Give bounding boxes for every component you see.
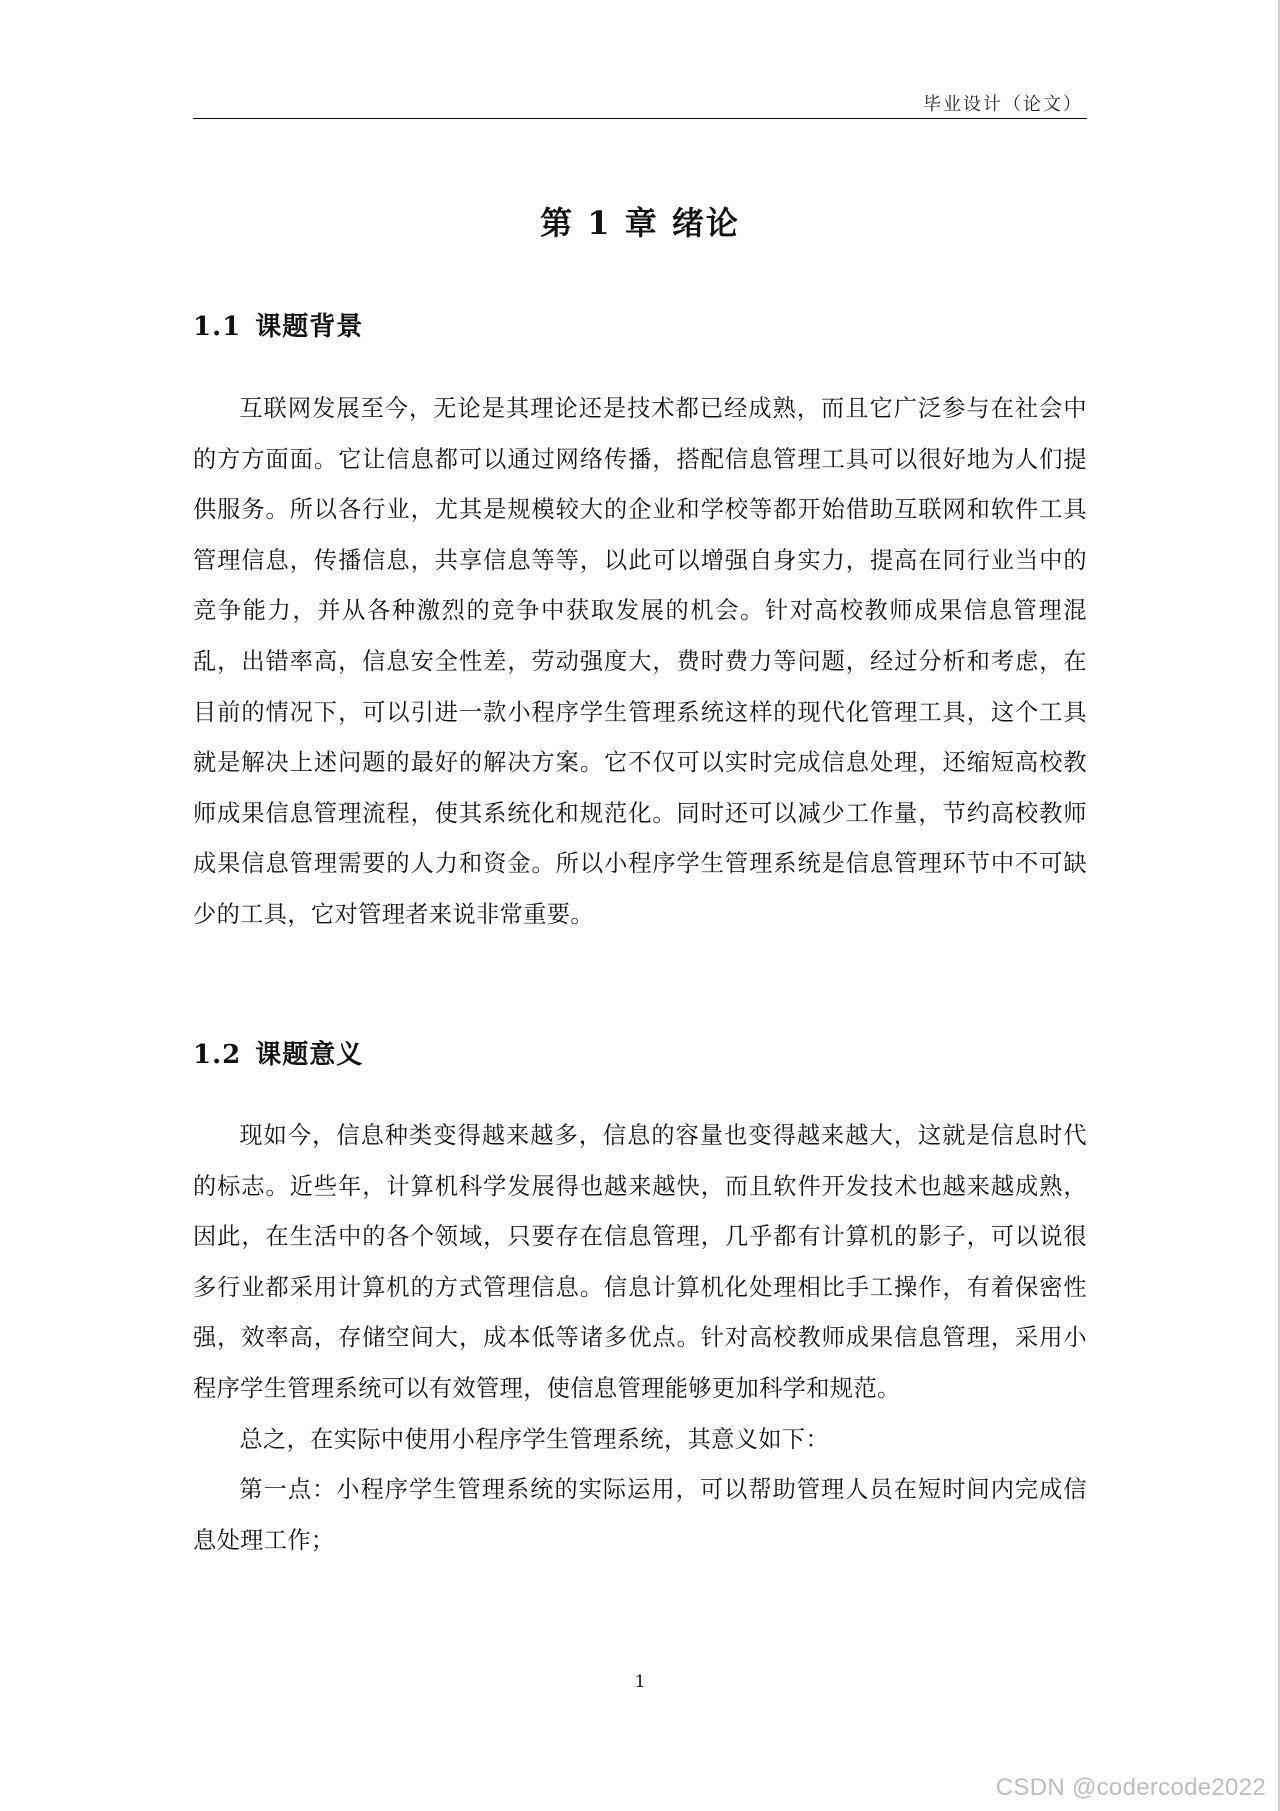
- paragraph: 第一点：小程序学生管理系统的实际运用，可以帮助管理人员在短时间内完成信息处理工作；: [193, 1476, 1087, 1554]
- paragraph: 互联网发展至今，无论是其理论还是技术都已经成熟，而且它广泛参与在社会中的方方面面。它让信息都可以通过网络传播，搭配信息管理工具可以很好地为人们提供服务。所以各行业，尤其是规模较大的企业和学校等都开始借助互联网和软件工具管理信息，传播信息，共享信息等等，以此可以增强自身实力，提高在同行业当中的竞争能力，并从各种激烈的竞争中获取发展的机会。针对高校教师成果信息管理混乱，出错率高，信息安全性差，劳动强度大，费时费力等问题，经过分析和考虑，在目前的情况下，可以引进一款小程序学生管理系统这样的现代化管理工具，这个工具就是解决上述问题的最好的解决方案。它不仅可以实时完成信息处理，还缩短高校教师成果信息管理流程，使其系统化和规范化。同时还可以减少工作量，节约高校教师成果信息管理需要的人力和资金。所以小程序学生管理系统是信息管理环节中不可缺少的工具，它对管理者来说非常重要。: [193, 395, 1087, 928]
- chapter-title: 第 1 章 绪论: [540, 204, 740, 242]
- section-heading-1-1: [193, 306, 363, 343]
- section-1-1-body: [193, 384, 1087, 941]
- watermark: CSDN @codercode2022: [995, 1774, 1266, 1801]
- section-number: 1.1: [193, 312, 242, 342]
- paragraph: 总之，在实际中使用小程序学生管理系统，其意义如下：: [239, 1425, 830, 1453]
- paragraph: 现如今，信息种类变得越来越多，信息的容量也变得越来越大，这就是信息时代的标志。近些年，计算机科学发展得也越来越快，而且软件开发技术也越来越成熟，因此，在生活中的各个领域，只要存在信息管理，几乎都有计算机的影子，可以说很多行业都采用计算机的方式管理信息。信息计算机化处理相比手工操作，有着保密性强，效率高，存储空间大，成本低等诸多优点。针对高校教师成果信息管理，采用小程序学生管理系统可以有效管理，使信息管理能够更加科学和规范。: [193, 1122, 1087, 1402]
- section-1-2-body: [193, 1111, 1087, 1566]
- running-header: [193, 88, 1087, 119]
- section-heading-1-2: [193, 1034, 363, 1071]
- page-number: 1: [634, 1672, 646, 1692]
- section-title: 课题意义: [255, 1040, 364, 1070]
- section-number: 1.2: [193, 1040, 242, 1070]
- running-header-title: 毕业设计（论文）: [923, 94, 1083, 115]
- section-title: 课题背景: [255, 312, 364, 342]
